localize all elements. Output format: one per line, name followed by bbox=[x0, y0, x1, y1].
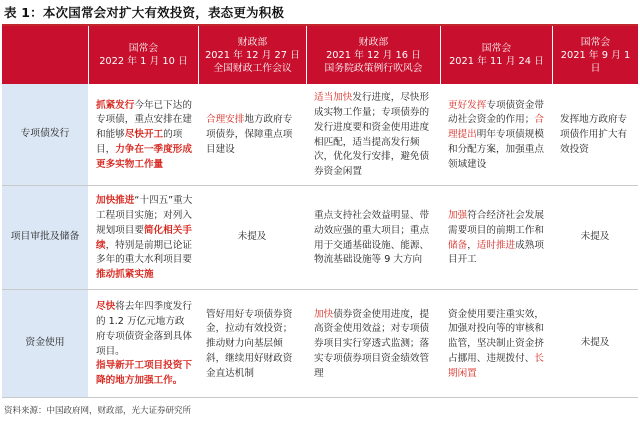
header-line: 2021 年 9 月 1 日 bbox=[560, 49, 631, 74]
text-run: 今年已下达的专项债，重点安排在建和能够 bbox=[96, 99, 192, 141]
text-run: 适当加快 bbox=[314, 92, 353, 104]
table-cell bbox=[440, 186, 552, 289]
cell-text bbox=[314, 308, 435, 382]
text-run: 未提及 bbox=[580, 337, 610, 349]
table-cell bbox=[440, 290, 552, 397]
row-label: 资金使用 bbox=[2, 290, 88, 397]
header-cell-3 bbox=[440, 26, 552, 84]
text-run: 加快 bbox=[314, 308, 334, 320]
cell-text bbox=[96, 99, 193, 173]
table-cell bbox=[552, 186, 638, 289]
text-run: 专项债资金带动社会资金的作用； bbox=[448, 99, 544, 126]
header-line: 国常会 bbox=[481, 43, 512, 54]
table-cell bbox=[440, 84, 552, 185]
table-title: 表 1：本次国常会对扩大有效投资，表态更为积极 bbox=[4, 5, 285, 20]
text-run: 指导新开工项目投资下降的地方加强工作。 bbox=[96, 360, 192, 387]
text-run: 力争在一季度形成更多实物工作量 bbox=[96, 143, 192, 170]
table-row bbox=[2, 290, 638, 398]
cell-text bbox=[96, 194, 193, 283]
text-run: 抓紧发行 bbox=[96, 99, 135, 111]
header-cell-0 bbox=[88, 26, 198, 84]
header-line: 2021 年 12 月 16 日 bbox=[326, 49, 421, 61]
table-cell bbox=[552, 84, 638, 185]
text-run: 加快推进 bbox=[96, 195, 135, 207]
header-cell-4 bbox=[552, 26, 638, 84]
cell-text bbox=[314, 209, 435, 268]
text-run: 地方政府专项债券，保障重点项目建设 bbox=[206, 114, 293, 155]
header-cell-2 bbox=[306, 26, 440, 84]
text-run: 债券资金使用进度，提高资金使用效益；对专项债券项目实行穿透式监测；落实专项债券项目资金绩效管理 bbox=[314, 308, 430, 379]
cell-text bbox=[448, 308, 547, 382]
header-line: 2022 年 1 月 10 日 bbox=[99, 56, 188, 67]
text-run: 尽快 bbox=[96, 301, 116, 313]
cell-text bbox=[206, 308, 301, 382]
text-run: ， bbox=[467, 239, 477, 251]
text-run: 重点支持社会效益明显、带动效应强的重大项目；重点用于交通基础设施、能源、物流基础设施等 9 大方向 bbox=[314, 209, 430, 266]
table-cell bbox=[306, 84, 440, 185]
text-run: 资金使用要注重实效，加强对投向等的审核和监管，坚决制止资金挤占挪用、违规拨付、 bbox=[448, 308, 544, 364]
text-run: 推动抓紧实施 bbox=[96, 269, 154, 281]
table-cell bbox=[88, 290, 198, 397]
table-row bbox=[2, 186, 638, 290]
text-run: 发挥地方政府专项债作用扩大有效投资 bbox=[560, 114, 628, 155]
cell-text bbox=[448, 209, 547, 268]
text-run: 合理提出 bbox=[448, 114, 544, 141]
header-line: 全国财政工作会议 bbox=[213, 62, 292, 74]
text-run: 发行进度，尽快形成实物工作量；专项债券的发行进度要和资金使用进度相匹配，适当提高发行频次，优化发行安排，避免债券资金闲置 bbox=[314, 92, 430, 178]
header-line: 财政部 bbox=[237, 36, 268, 48]
table-cell bbox=[198, 186, 306, 289]
text-run: 更好发挥 bbox=[448, 99, 487, 111]
comparison-table bbox=[2, 24, 638, 398]
cell-text bbox=[560, 113, 633, 157]
row-label: 项目审批及储备 bbox=[2, 186, 88, 289]
header-line: 国常会 bbox=[128, 43, 159, 54]
text-run: 简化相关手续 bbox=[96, 224, 192, 251]
table-cell bbox=[306, 290, 440, 397]
table-cell bbox=[198, 84, 306, 185]
text-run: 未提及 bbox=[237, 231, 267, 243]
cell-text bbox=[238, 230, 267, 245]
table-row bbox=[2, 84, 638, 186]
cell-text bbox=[581, 230, 610, 245]
text-run: 符合经济社会发展需要项目的前期工作和 bbox=[448, 209, 544, 236]
header-cell-1 bbox=[198, 26, 306, 84]
text-run: 尽快开工 bbox=[124, 129, 164, 141]
text-run: 储备 bbox=[448, 239, 468, 251]
text-run: 合理安排 bbox=[206, 114, 245, 126]
header-corner-cell bbox=[2, 26, 88, 84]
cell-text bbox=[581, 336, 610, 351]
text-run: “十四五”重大工程项目实施；对列入规划项目要 bbox=[96, 195, 193, 236]
text-run: 的项目， bbox=[96, 129, 183, 155]
text-run: 管好用好专项债券资金，拉动有效投资；推动财力向基层倾斜，继续用好财政资金直达机制 bbox=[206, 308, 293, 379]
table-cell bbox=[88, 186, 198, 289]
text-run: 成熟项目开工 bbox=[448, 239, 544, 266]
text-run: 长期闲置 bbox=[448, 352, 544, 379]
text-run: 将去年四季度发行的 1.2 万亿元地方政府专项债资金落到具体项目。 bbox=[96, 301, 192, 357]
text-run: 未提及 bbox=[580, 231, 610, 243]
table-cell bbox=[552, 290, 638, 397]
cell-text bbox=[314, 91, 435, 180]
table-header bbox=[2, 26, 638, 84]
header-line: 2021 年 12 月 27 日 bbox=[205, 49, 300, 61]
text-run: 适时推进 bbox=[476, 239, 516, 251]
table-cell bbox=[306, 186, 440, 289]
header-line: 国常会 bbox=[580, 36, 611, 48]
row-label: 专项债发行 bbox=[2, 84, 88, 185]
header-line: 2021 年 11 月 24 日 bbox=[449, 56, 544, 67]
text-run: ，特别是前期已论证多年的重大水利项目要 bbox=[96, 239, 192, 266]
text-run: 明年专项债规模和分配方案，加强重点领域建设 bbox=[448, 129, 544, 170]
cell-text bbox=[448, 99, 547, 173]
table-cell bbox=[198, 290, 306, 397]
cell-text bbox=[96, 300, 193, 389]
source-note: 资料来源：中国政府网，财政部，光大证券研究所 bbox=[4, 406, 192, 416]
header-line: 财政部 bbox=[358, 36, 389, 48]
table-cell bbox=[88, 84, 198, 185]
text-run: 加强 bbox=[448, 209, 468, 221]
cell-text bbox=[206, 113, 301, 157]
header-line: 国务院政策例行吹风会 bbox=[324, 62, 423, 74]
